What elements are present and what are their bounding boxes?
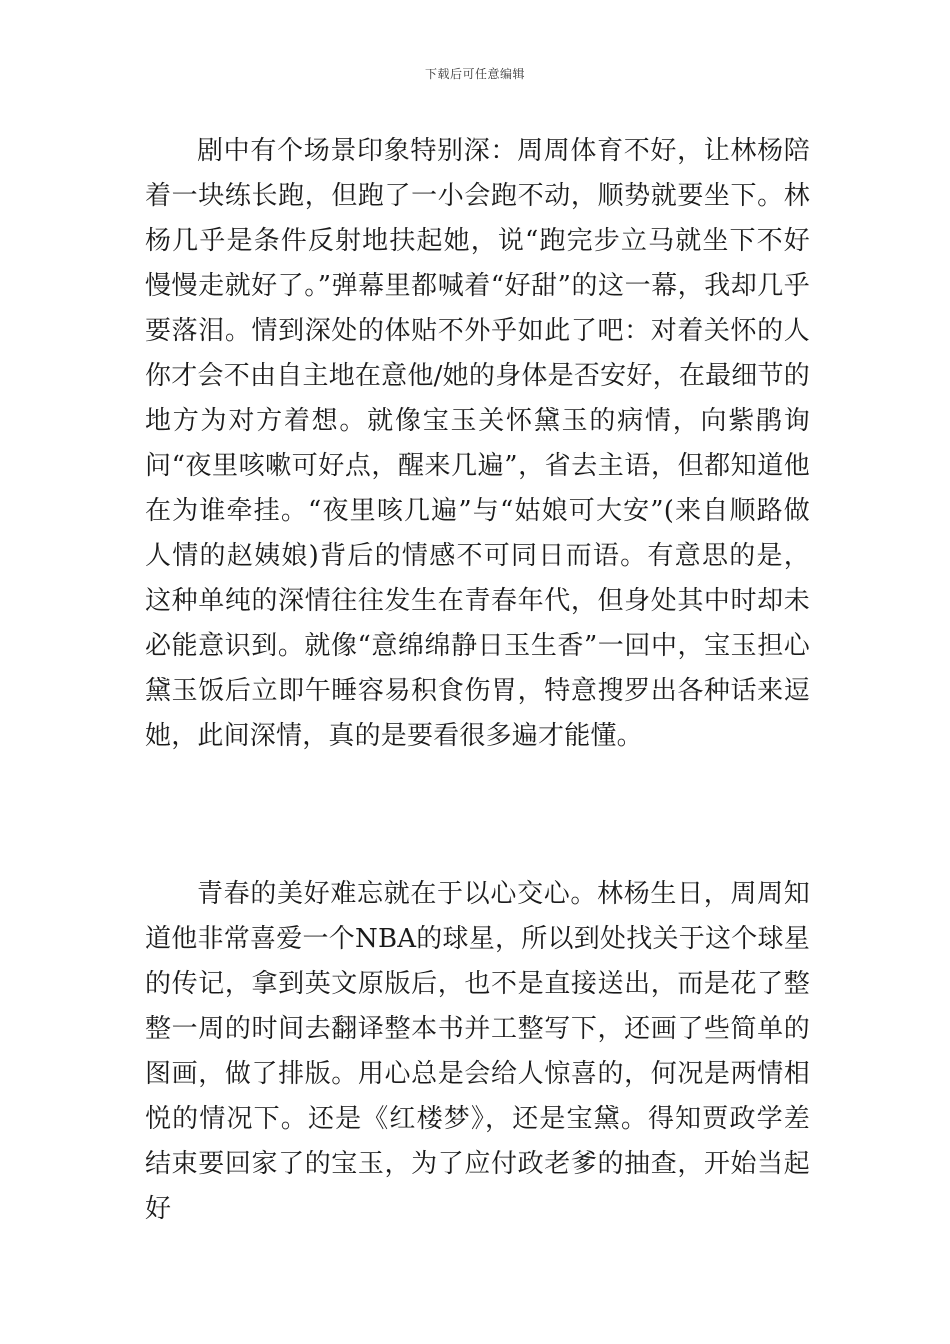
paragraph-2: 青春的美好难忘就在于以心交心。林杨生日，周周知道他非常喜爱一个NBA的球星，所以到处找关于这个球星的传记，拿到英文原版后，也不是直接送出，而是花了整整一周的时间去翻译整本书并工整写下，还画了些简单的图画，做了排版。用心总是会给人惊喜的，何况是两情相悦的情况下。还是《红楼梦》，还是宝黛。得知贾政学差结束要回家了的宝玉，为了应付政老爹的抽查，开始当起好 [145,879,810,1224]
paragraph-1: 剧中有个场景印象特别深：周周体育不好，让林杨陪着一块练长跑，但跑了一小会跑不动，顺势就要坐下。林杨几乎是条件反射地扶起她，说“跑完步立马就坐下不好慢慢走就好了。”弹幕里都喊着“好甜”的这一幕，我却几乎要落泪。情到深处的体贴不外乎如此了吧：对着关怀的人你才会不由自主地在意他/她的身体是否安好，在最细节的地方为对方着想。就像宝玉关怀黛玉的病情，向紫鹃询问“夜里咳嗽可好点，醒来几遍”，省去主语，但都知道他在为谁牵挂。“夜里咳几遍”与“姑娘可大安”(来自顺路做人情的赵姨娘)背后的情感不可同日而语。有意思的是，这种单纯的深情往往发生在青春年代，但身处其中时却未必能意识到。就像“意绵绵静日玉生香”一回中，宝玉担心黛玉饭后立即午睡容易积食伤胃，特意搜罗出各种话来逗她，此间深情，真的是要看很多遍才能懂。 [145,136,810,751]
page-header: 下载后可任意编辑 [424,67,525,81]
